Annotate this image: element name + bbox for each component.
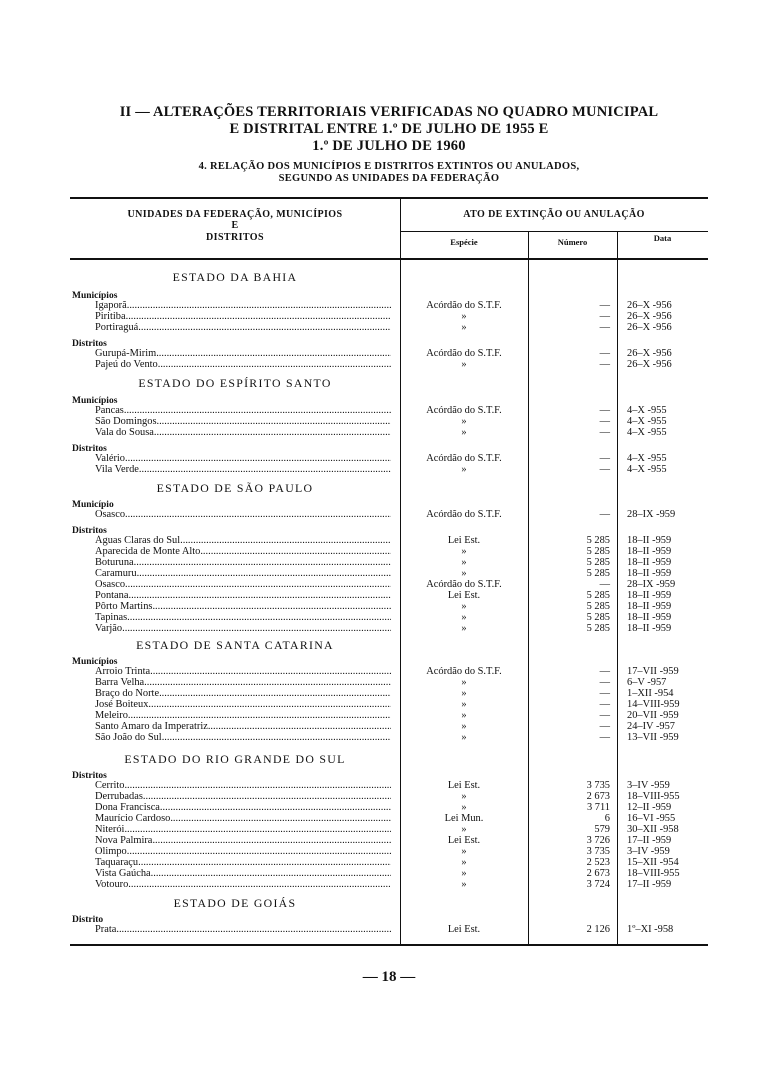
state-heading: ESTADO DE SÃO PAULO xyxy=(156,481,314,495)
table-row xyxy=(0,601,778,612)
cell-numero: 579 xyxy=(594,824,610,835)
cell-name: Niterói ..... xyxy=(95,824,391,835)
cell-numero: 5 285 xyxy=(586,601,610,612)
table-row xyxy=(0,868,778,879)
cell-data: 18–II -959 xyxy=(627,601,672,612)
cell-data: 13–VII -959 xyxy=(627,732,679,743)
cell-data: 18–II -959 xyxy=(627,623,672,634)
cell-especie: Acórdão do S.T.F. xyxy=(426,348,502,359)
cell-numero: — xyxy=(599,405,610,416)
table-row xyxy=(0,924,778,935)
table-row xyxy=(0,666,778,677)
cell-name: Varjão ..... xyxy=(95,623,391,634)
cell-especie: » xyxy=(461,677,467,688)
act-header-rule xyxy=(400,231,708,232)
subheading-line-2: SEGUNDO AS UNIDADES DA FEDERAÇÃO xyxy=(278,173,500,184)
cell-especie: » xyxy=(461,322,467,333)
cell-especie: » xyxy=(461,359,467,370)
cell-numero: — xyxy=(599,710,610,721)
table-row xyxy=(0,590,778,601)
cell-name: Igaporã ..... xyxy=(95,300,391,311)
cell-especie: Acórdão do S.T.F. xyxy=(426,666,502,677)
cell-numero: 6 xyxy=(604,813,610,824)
cell-name: São João do Sul ..... xyxy=(95,732,391,743)
table-row xyxy=(0,780,778,791)
cell-especie: » xyxy=(461,868,467,879)
table-top-rule xyxy=(70,197,708,199)
cell-name: José Boiteux ..... xyxy=(95,699,391,710)
table-row xyxy=(0,322,778,333)
cell-name: Caramuru ..... xyxy=(95,568,391,579)
state-heading: ESTADO DO RIO GRANDE DO SUL xyxy=(124,752,346,766)
cell-numero: 2 673 xyxy=(586,791,610,802)
cell-especie: Acórdão do S.T.F. xyxy=(426,579,502,590)
cell-numero: 5 285 xyxy=(586,612,610,623)
cell-especie: » xyxy=(461,623,467,634)
header-bottom-rule xyxy=(70,258,708,260)
state-heading: ESTADO DA BAHIA xyxy=(172,270,298,284)
cell-name: Pontana ..... xyxy=(95,590,391,601)
cell-data: 18–II -959 xyxy=(627,557,672,568)
cell-numero: — xyxy=(599,699,610,710)
cell-name: São Domingos ..... xyxy=(95,416,391,427)
cell-especie: » xyxy=(461,546,467,557)
cell-name: Barra Velha ..... xyxy=(95,677,391,688)
cell-numero: 2 673 xyxy=(586,868,610,879)
cell-name: Boturuna ..... xyxy=(95,557,391,568)
cell-numero: — xyxy=(599,464,610,475)
cell-name: Osasco ..... xyxy=(95,509,391,520)
cell-especie: Lei Est. xyxy=(447,924,481,935)
cell-name: Pancas ..... xyxy=(95,405,391,416)
cell-especie: Lei Est. xyxy=(447,835,481,846)
category-label: Distritos xyxy=(72,771,107,781)
cell-data: 18–VIII-955 xyxy=(627,868,680,879)
table-row xyxy=(0,546,778,557)
cell-name: Votouro ..... xyxy=(95,879,391,890)
cell-data: 17–II -959 xyxy=(627,835,672,846)
table-row xyxy=(0,509,778,520)
cell-data: 4–X -955 xyxy=(627,416,667,427)
table-row xyxy=(0,813,778,824)
cell-name: Nova Palmira ..... xyxy=(95,835,391,846)
cell-data: 12–II -959 xyxy=(627,802,672,813)
cell-numero: — xyxy=(599,677,610,688)
cell-especie: » xyxy=(461,612,467,623)
cell-data: 26–X -956 xyxy=(627,359,672,370)
cell-numero: 3 724 xyxy=(586,879,610,890)
cell-data: 4–X -955 xyxy=(627,405,667,416)
col-header-data: Data xyxy=(653,233,672,243)
cell-data: 28–IX -959 xyxy=(627,509,676,520)
table-row xyxy=(0,802,778,813)
table-bottom-rule xyxy=(70,944,708,946)
cell-especie: » xyxy=(461,601,467,612)
cell-name: Aparecida de Monte Alto ..... xyxy=(95,546,391,557)
cell-data: 18–II -959 xyxy=(627,568,672,579)
table-row xyxy=(0,721,778,732)
category-label: Municípios xyxy=(72,291,118,301)
cell-data: 26–X -956 xyxy=(627,322,672,333)
cell-data: 28–IX -959 xyxy=(627,579,676,590)
cell-name: Pôrto Martins ..... xyxy=(95,601,391,612)
cell-numero: — xyxy=(599,348,610,359)
cell-name: Dona Francisca ..... xyxy=(95,802,391,813)
cell-data: 15–XII -954 xyxy=(627,857,679,868)
cell-name: Arroio Trinta ..... xyxy=(95,666,391,677)
table-row xyxy=(0,359,778,370)
category-label: Municípios xyxy=(72,657,118,667)
cell-numero: — xyxy=(599,311,610,322)
cell-numero: 5 285 xyxy=(586,568,610,579)
cell-name: Olimpo ..... xyxy=(95,846,391,857)
cell-data: 26–X -956 xyxy=(627,348,672,359)
state-heading: ESTADO DE GOIÁS xyxy=(173,896,297,910)
cell-numero: — xyxy=(599,579,610,590)
table-row xyxy=(0,677,778,688)
cell-numero: — xyxy=(599,666,610,677)
cell-numero: — xyxy=(599,688,610,699)
cell-name: Portiraguá ..... xyxy=(95,322,391,333)
state-heading: ESTADO DO ESPÍRITO SANTO xyxy=(138,376,332,390)
cell-name: Braço do Norte ..... xyxy=(95,688,391,699)
table-row xyxy=(0,579,778,590)
table-row xyxy=(0,416,778,427)
table-row xyxy=(0,688,778,699)
table-row xyxy=(0,835,778,846)
cell-especie: » xyxy=(461,721,467,732)
cell-data: 18–VIII-955 xyxy=(627,791,680,802)
category-label: Município xyxy=(72,500,114,510)
cell-especie: » xyxy=(461,879,467,890)
heading-line-1: II — ALTERAÇÕES TERRITORIAIS VERIFICADAS NO QUADRO MUNICIPAL xyxy=(119,104,659,120)
cell-especie: Lei Est. xyxy=(447,590,481,601)
table-row xyxy=(0,699,778,710)
cell-data: 14–VIII-959 xyxy=(627,699,680,710)
cell-name: Osasco ..... xyxy=(95,579,391,590)
cell-name: Piritiba ..... xyxy=(95,311,391,322)
cell-data: 17–VII -959 xyxy=(627,666,679,677)
cell-data: 18–II -959 xyxy=(627,546,672,557)
cell-data: 1–XII -954 xyxy=(627,688,674,699)
category-label: Distrito xyxy=(72,915,104,925)
cell-numero: — xyxy=(599,732,610,743)
cell-name: Cerrito ..... xyxy=(95,780,391,791)
cell-especie: » xyxy=(461,791,467,802)
cell-especie: » xyxy=(461,688,467,699)
cell-name: Gurupá-Mirim ..... xyxy=(95,348,391,359)
cell-data: 3–IV -959 xyxy=(627,846,670,857)
col-header-units: UNIDADES DA FEDERAÇÃO, MUNICÍPIOS xyxy=(127,209,343,220)
cell-numero: — xyxy=(599,416,610,427)
table-row xyxy=(0,857,778,868)
cell-numero: 2 523 xyxy=(586,857,610,868)
cell-data: 4–X -955 xyxy=(627,453,667,464)
col-header-districts: DISTRITOS xyxy=(206,232,264,243)
cell-data: 26–X -956 xyxy=(627,311,672,322)
cell-numero: 5 285 xyxy=(586,535,610,546)
cell-numero: — xyxy=(599,300,610,311)
cell-name: Pajeú do Vento ..... xyxy=(95,359,391,370)
cell-numero: — xyxy=(599,721,610,732)
heading-line-2: E DISTRITAL ENTRE 1.º DE JULHO DE 1955 E xyxy=(229,121,549,137)
table-row xyxy=(0,453,778,464)
cell-name: Valério ..... xyxy=(95,453,391,464)
table-row xyxy=(0,846,778,857)
cell-numero: — xyxy=(599,359,610,370)
cell-especie: Lei Mun. xyxy=(444,813,484,824)
cell-name: Vila Verde ..... xyxy=(95,464,391,475)
table-row xyxy=(0,427,778,438)
cell-especie: » xyxy=(461,568,467,579)
cell-especie: Acórdão do S.T.F. xyxy=(426,453,502,464)
cell-especie: » xyxy=(461,557,467,568)
cell-data: 18–II -959 xyxy=(627,535,672,546)
heading-line-3: 1.º DE JULHO DE 1960 xyxy=(312,138,466,154)
state-heading: ESTADO DE SANTA CATARINA xyxy=(136,638,334,652)
col-header-act: ATO DE EXTINÇÃO OU ANULAÇÃO xyxy=(463,209,645,220)
table-row xyxy=(0,405,778,416)
cell-name: Derrubadas ..... xyxy=(95,791,391,802)
table-row xyxy=(0,732,778,743)
cell-especie: Acórdão do S.T.F. xyxy=(426,300,502,311)
cell-numero: — xyxy=(599,427,610,438)
cell-name: Prata ..... xyxy=(95,924,391,935)
category-label: Distritos xyxy=(72,444,107,454)
cell-data: 1º–XI -958 xyxy=(627,924,674,935)
cell-data: 20–VII -959 xyxy=(627,710,679,721)
cell-especie: » xyxy=(461,710,467,721)
col-header-units-e: E xyxy=(231,220,239,231)
table-row xyxy=(0,557,778,568)
cell-especie: Acórdão do S.T.F. xyxy=(426,405,502,416)
col-header-especie: Espécie xyxy=(450,237,478,247)
cell-data: 30–XII -958 xyxy=(627,824,679,835)
table-row xyxy=(0,824,778,835)
cell-especie: Lei Est. xyxy=(447,535,481,546)
cell-data: 17–II -959 xyxy=(627,879,672,890)
cell-data: 24–IV -957 xyxy=(627,721,676,732)
cell-especie: » xyxy=(461,802,467,813)
category-label: Distritos xyxy=(72,526,107,536)
cell-numero: 3 735 xyxy=(586,846,610,857)
cell-data: 4–X -955 xyxy=(627,427,667,438)
cell-especie: » xyxy=(461,824,467,835)
cell-numero: 2 126 xyxy=(586,924,610,935)
col-header-numero: Número xyxy=(557,237,588,247)
cell-numero: — xyxy=(599,509,610,520)
cell-data: 16–VI -955 xyxy=(627,813,676,824)
cell-numero: 3 726 xyxy=(586,835,610,846)
cell-data: 26–X -956 xyxy=(627,300,672,311)
cell-numero: 5 285 xyxy=(586,623,610,634)
page-number: — 18 — xyxy=(362,969,416,985)
cell-data: 6–V -957 xyxy=(627,677,667,688)
cell-numero: 5 285 xyxy=(586,546,610,557)
subheading-line-1: 4. RELAÇÃO DOS MUNICÍPIOS E DISTRITOS EXTINTOS OU ANULADOS, xyxy=(198,161,580,172)
cell-data: 3–IV -959 xyxy=(627,780,670,791)
cell-data: 18–II -959 xyxy=(627,612,672,623)
cell-numero: 5 285 xyxy=(586,590,610,601)
table-row xyxy=(0,568,778,579)
table-row xyxy=(0,612,778,623)
cell-especie: » xyxy=(461,427,467,438)
cell-numero: — xyxy=(599,322,610,333)
cell-name: Vista Gaúcha ..... xyxy=(95,868,391,879)
table-row xyxy=(0,879,778,890)
cell-numero: — xyxy=(599,453,610,464)
cell-name: Vala do Sousa ..... xyxy=(95,427,391,438)
table-row xyxy=(0,300,778,311)
cell-name: Águas Claras do Sul ..... xyxy=(95,535,391,546)
table-row xyxy=(0,464,778,475)
cell-name: Taquaraçu ..... xyxy=(95,857,391,868)
cell-especie: » xyxy=(461,416,467,427)
category-label: Distritos xyxy=(72,339,107,349)
cell-especie: » xyxy=(461,846,467,857)
cell-numero: 3 735 xyxy=(586,780,610,791)
cell-especie: » xyxy=(461,699,467,710)
cell-especie: Lei Est. xyxy=(447,780,481,791)
cell-numero: 5 285 xyxy=(586,557,610,568)
table-row xyxy=(0,710,778,721)
cell-especie: » xyxy=(461,311,467,322)
cell-data: 4–X -955 xyxy=(627,464,667,475)
table-row xyxy=(0,311,778,322)
cell-especie: » xyxy=(461,857,467,868)
cell-name: Tapinas ..... xyxy=(95,612,391,623)
cell-name: Maurício Cardoso ..... xyxy=(95,813,391,824)
table-row xyxy=(0,535,778,546)
cell-data: 18–II -959 xyxy=(627,590,672,601)
cell-numero: 3 711 xyxy=(587,802,610,813)
cell-name: Meleiro ..... xyxy=(95,710,391,721)
category-label: Municípios xyxy=(72,396,118,406)
table-row xyxy=(0,623,778,634)
cell-especie: Acórdão do S.T.F. xyxy=(426,509,502,520)
table-row xyxy=(0,791,778,802)
cell-especie: » xyxy=(461,464,467,475)
cell-especie: » xyxy=(461,732,467,743)
cell-name: Santo Amaro da Imperatriz ..... xyxy=(95,721,391,732)
table-row xyxy=(0,348,778,359)
